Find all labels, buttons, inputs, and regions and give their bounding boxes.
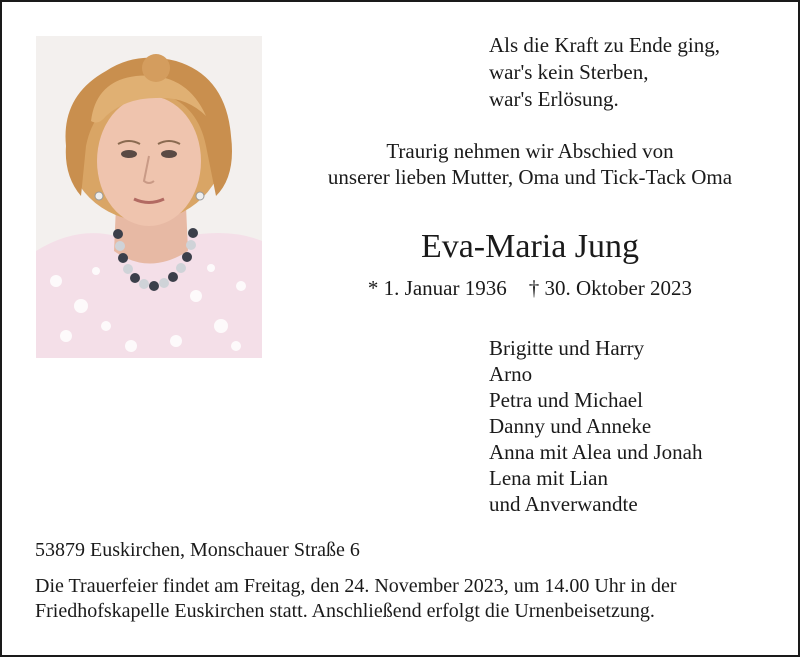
mourner-entry: Lena mit Lian	[489, 466, 608, 490]
poem-line: war's kein Sterben,	[489, 60, 649, 84]
poem-line: Als die Kraft zu Ende ging,	[489, 33, 720, 57]
deceased-name: Eva-Maria Jung	[420, 228, 640, 265]
mourner-entry: Petra und Michael	[489, 388, 643, 412]
birth-date: * 1. Januar 1936	[367, 276, 507, 300]
address: 53879 Euskirchen, Monschauer Straße 6	[35, 539, 360, 561]
intro-line: Traurig nehmen wir Abschied von	[386, 139, 674, 163]
intro-line: unserer lieben Mutter, Oma und Tick-Tack Oma	[327, 165, 733, 189]
poem-line: war's Erlösung.	[489, 87, 619, 111]
funeral-notice	[35, 574, 677, 624]
notice-line: Die Trauerfeier findet am Freitag, den 24. November 2023, um 14.00 Uhr in der	[35, 575, 677, 597]
mourner-entry: Brigitte und Harry	[489, 336, 645, 360]
mourner-entry: Arno	[489, 362, 533, 386]
farewell-intro	[292, 138, 768, 190]
mourners-list	[489, 335, 702, 517]
portrait-photo	[36, 36, 262, 358]
notice-line: Friedhofskapelle Euskirchen statt. Anschließend erfolgt die Urnenbeisetzung.	[35, 600, 655, 622]
poem	[489, 32, 720, 113]
mourner-entry: Anna mit Alea und Jonah	[489, 440, 703, 464]
mourner-entry: und Anverwandte	[489, 492, 638, 516]
life-dates	[292, 275, 768, 301]
mourner-entry: Danny und Anneke	[489, 414, 652, 438]
death-date: † 30. Oktober 2023	[528, 276, 693, 300]
